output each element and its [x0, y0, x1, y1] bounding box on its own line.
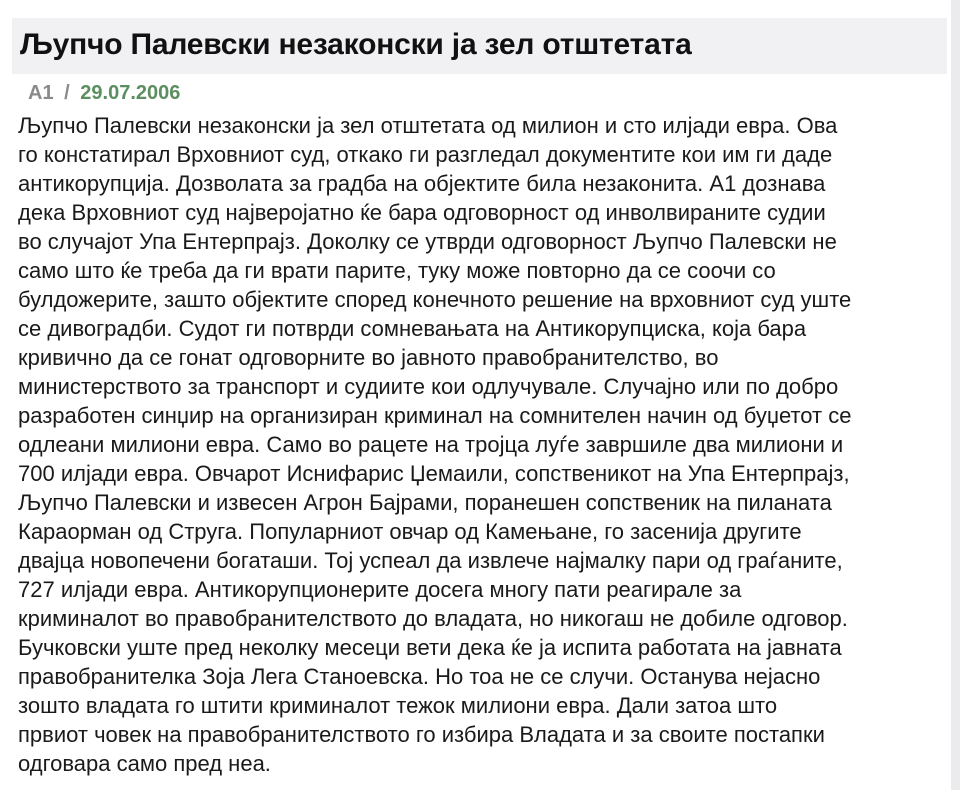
body-line: Љупчо Палевски незаконски ја зел отштетата од милион и сто илјади евра. Ова	[18, 113, 838, 138]
body-line: 727 илјади евра. Антикорупционерите досега многу пати реагирале за	[18, 577, 742, 602]
body-line: првиот човек на правобранителството го избира Владата и за своите постапки	[18, 722, 825, 747]
body-line: кривично да се гонат одговорните во јавното правобранителство, во	[18, 345, 719, 370]
body-line: 700 илјади евра. Овчарот Иснифарис Џемаили, сопственикот на Упа Ентерпрајз,	[18, 461, 850, 486]
article-body	[18, 111, 960, 778]
body-line: булдожерите, зашто објектите според конечното решение на врховниот суд уште	[18, 287, 852, 312]
scrollbar-track[interactable]	[951, 0, 960, 790]
body-line: криминалот во правобранителството до владата, но никогаш не добиле одговор.	[18, 606, 848, 631]
body-line: се дивоградби. Судот ги потврди сомневањата на Антикорупциска, која бара	[18, 316, 807, 341]
body-line: Љупчо Палевски и извесен Агрон Бајрами, поранешен сопственик на пиланата	[18, 490, 832, 515]
meta-separator: /	[64, 82, 70, 104]
body-line: дека Врховниот суд најверојатно ќе бара одговорност од инволвираните судии	[18, 200, 826, 225]
body-line: двајца новопечени богаташи. Тој успеал да извлече најмалку пари од граѓаните,	[18, 548, 843, 573]
article-meta	[28, 82, 180, 105]
body-line: во случајот Упа Ентерпрајз. Доколку се утврди одговорност Љупчо Палевски не	[18, 229, 837, 254]
body-line: одлеани милиони евра. Само во рацете на тројца луѓе завршиле два милиони и	[18, 432, 844, 457]
body-line: одговара само пред неа.	[18, 751, 271, 776]
title-bar	[12, 18, 947, 74]
article-title: Љупчо Палевски незаконски ја зел отштетата	[20, 28, 692, 61]
body-line: зошто владата го штити криминалот тежок милиони евра. Дали затоа што	[18, 693, 778, 718]
article-date: 29.07.2006	[80, 82, 181, 104]
body-line: разработен синџир на организиран криминал на сомнителен начин од буџетот се	[18, 403, 852, 428]
body-line: го констатирал Врховниот суд, откако ги разгледал документите кои им ги даде	[18, 142, 833, 167]
body-line: правобранителка Зоја Лега Станоевска. Но тоа не се случи. Останува нејасно	[18, 664, 821, 689]
body-line: Бучковски уште пред неколку месеци вети дека ќе ја испита работата на јавната	[18, 635, 842, 660]
body-line: министерството за транспорт и судиите кои одлучувале. Случајно или по добро	[18, 374, 839, 399]
body-line: Караорман од Струга. Популарниот овчар од Камењане, го засенија другите	[18, 519, 802, 544]
article-source: А1	[28, 82, 54, 104]
body-line: антикорупција. Дозволата за градба на објектите била незаконита. А1 дознава	[18, 171, 826, 196]
body-line: само што ќе треба да ги врати парите, туку може повторно да се соочи со	[18, 258, 776, 283]
